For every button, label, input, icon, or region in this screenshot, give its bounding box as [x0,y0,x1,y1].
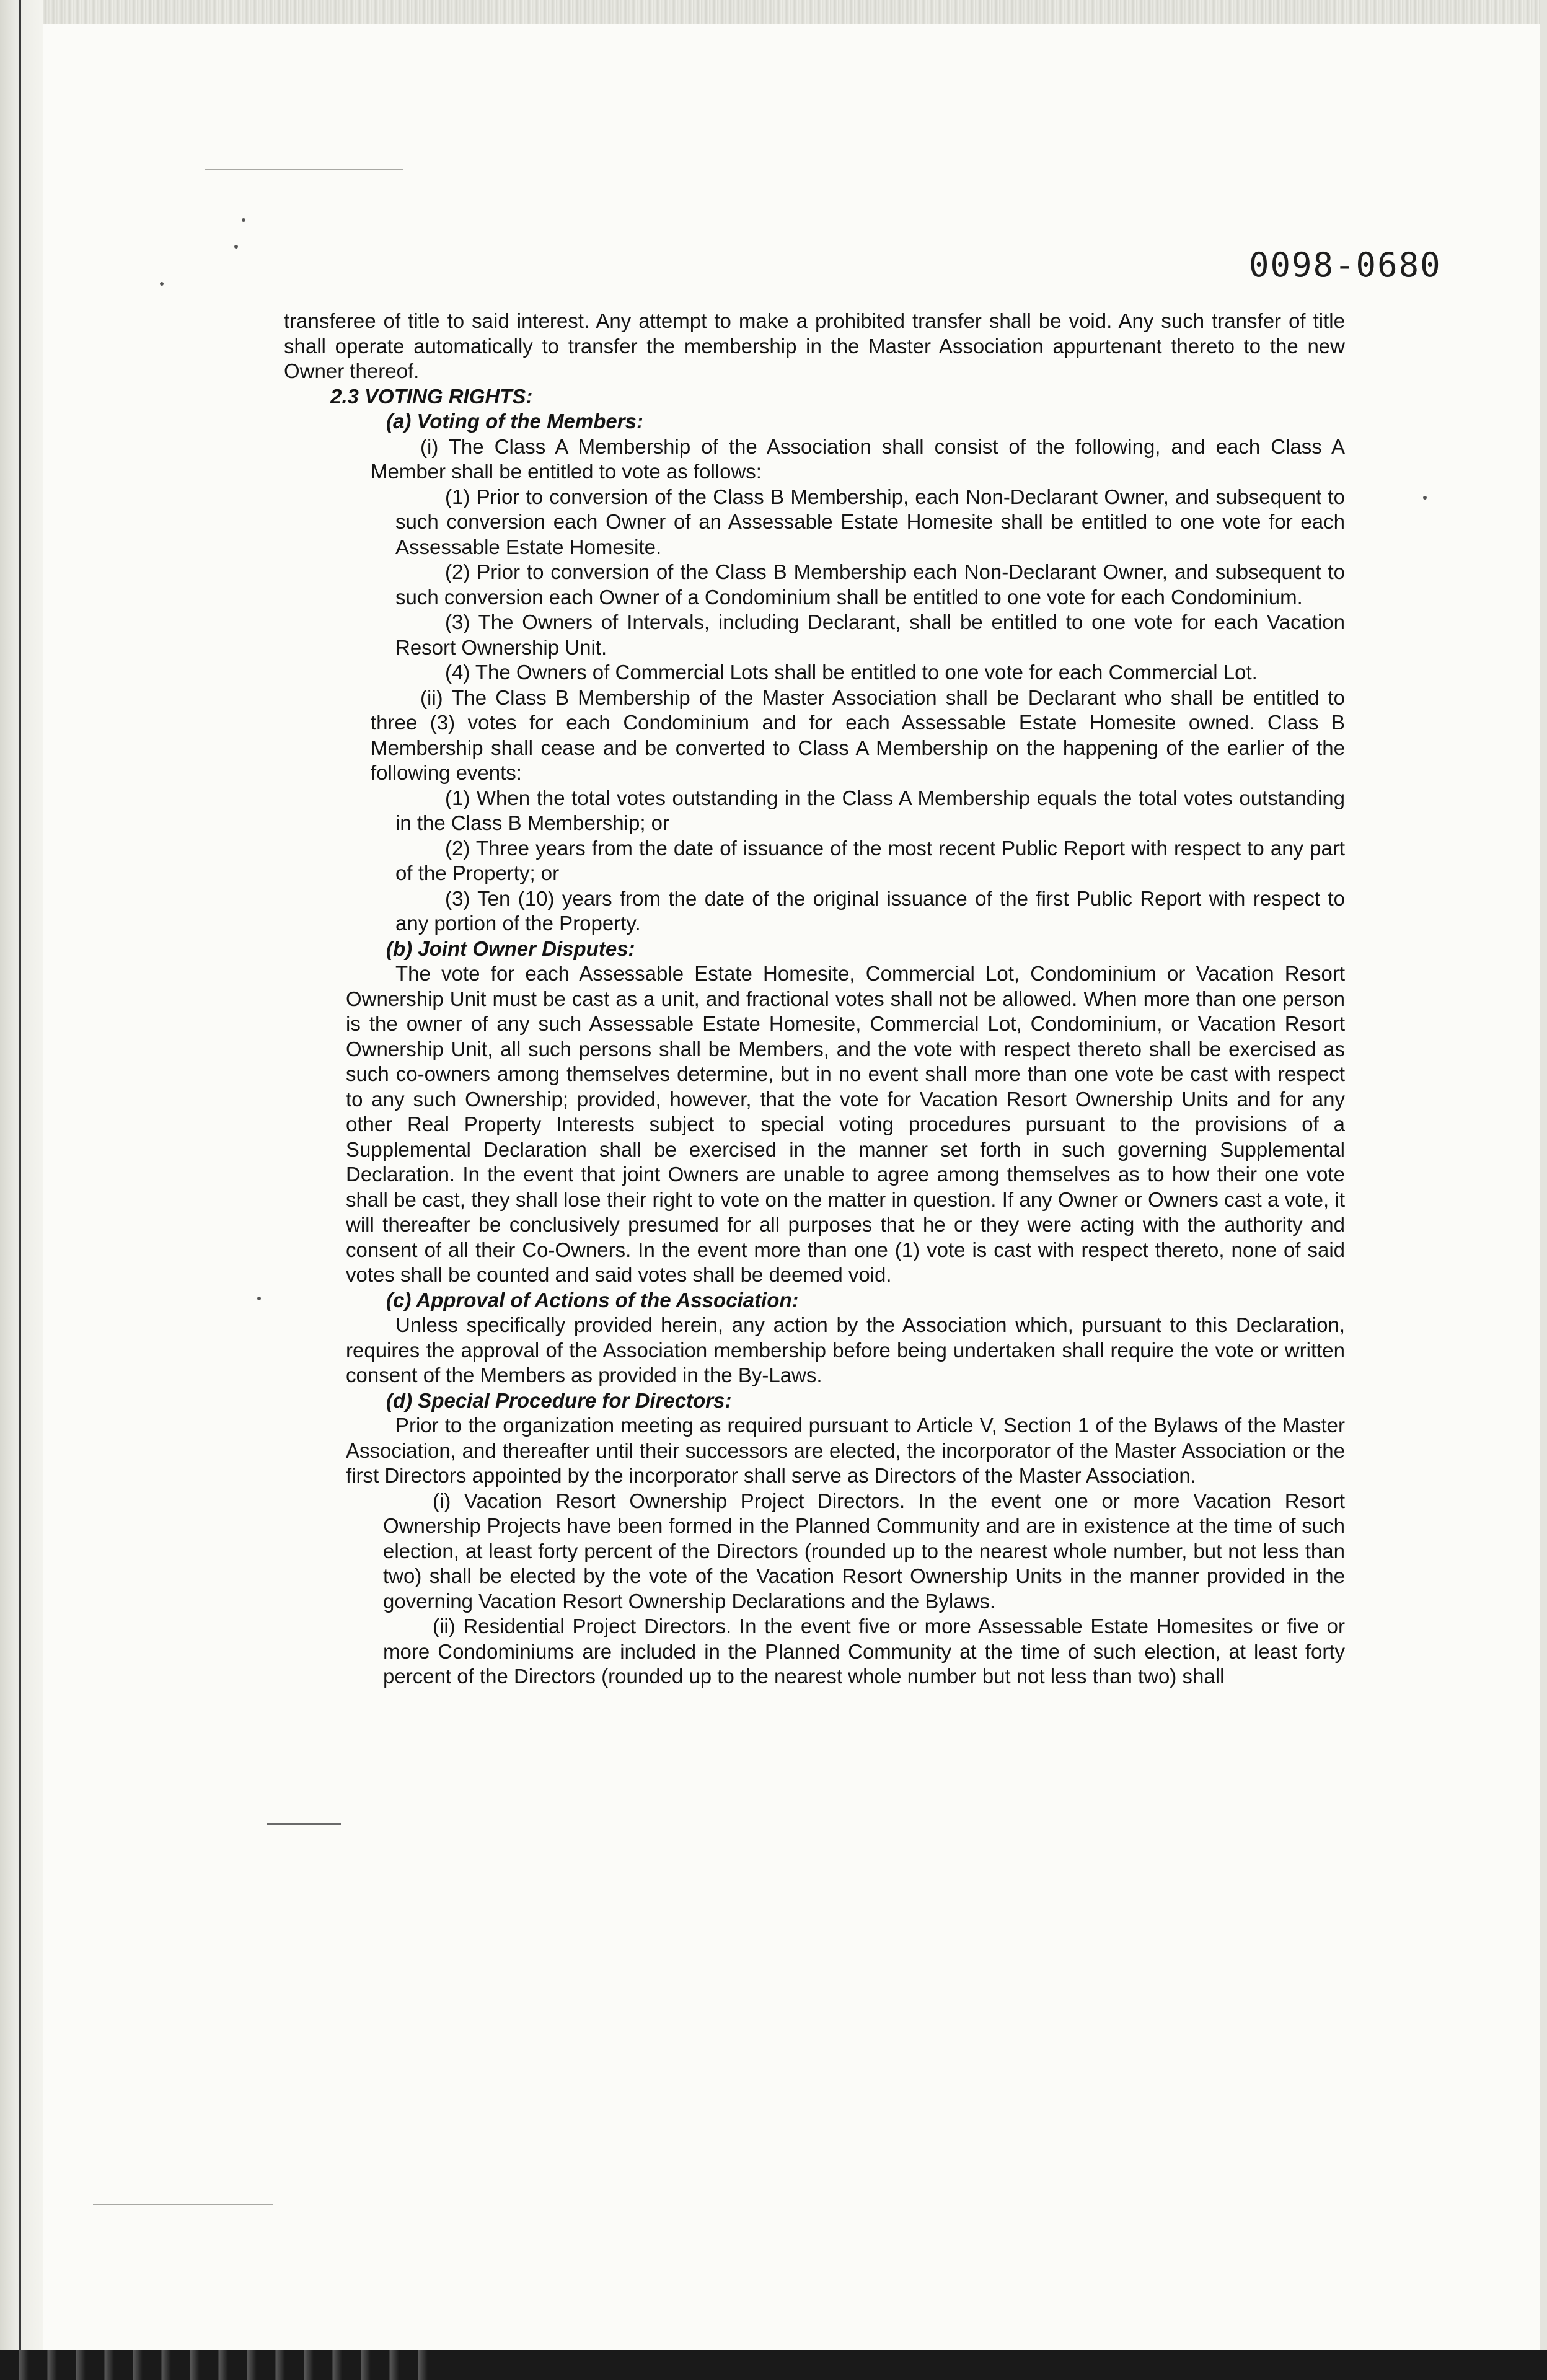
paragraph-approval-of-actions: Unless specifically provided herein, any action by the Association which, pursuant to this Declaration, requires the approval of the Association membership before being undertaken shall require the vote or written consent of the Members as provided in the By-Laws. [346,1313,1345,1386]
paragraph-class-b-membership: (ii) The Class B Membership of the Master Association shall be Declarant who shall be entitled to three (3) votes for each Condominium and for each Assessable Estate Homesite owned. Class B Membership shall cease and be converted to Class A Membership on the happening of the earlier of the following events: [371,685,1345,784]
list-item-class-a-1: (1) Prior to conversion of the Class B Membership, each Non-Declarant Owner, and subsequent to such conversion each Owner of an Assessable Estate Homesite shall be entitled to one vote for each Assessable Estate Homesite. [395,485,1345,558]
scan-top-edge [0,0,1547,24]
subheading-joint-owner-disputes: (b) Joint Owner Disputes: [386,937,635,960]
speck [242,218,245,222]
speck [1423,496,1427,500]
speck [160,282,164,286]
list-item-class-a-3: (3) The Owners of Intervals, including Declarant, shall be entitled to one vote for each Vacation Resort Ownership Unit. [395,610,1345,659]
paragraph-vacation-resort-directors: (i) Vacation Resort Ownership Project Directors. In the event one or more Vacation Resort Ownership Projects have been formed in the Planned Community and are in existence at the time of such election, at least forty percent of the Directors (rounded up to the nearest whole number, but not less than two) shall be elected by the vote of the Vacation Resort Ownership Units in the manner provided in the governing Vacation Resort Ownership Declarations and the Bylaws. [383,1489,1345,1613]
paragraph-special-procedure-directors: Prior to the organization meeting as required pursuant to Article V, Section 1 of the Bylaws of the Master Association, and thereafter until their successors are elected, the incorporator of the Master Association or the first Directors appointed by the incorporator shall serve as Directors of the Master Association. [346,1414,1345,1487]
scan-left-margin [0,0,43,2380]
subheading-special-procedure-directors: (d) Special Procedure for Directors: [386,1388,732,1412]
subheading-voting-of-members: (a) Voting of the Members: [386,410,643,433]
scan-mark [267,1823,341,1825]
list-item-class-b-2: (2) Three years from the date of issuance of the most recent Public Report with respect to any part of the Property; or [395,836,1345,884]
scan-mark [205,169,403,170]
scan-left-rule [19,0,21,2380]
subheading-approval-of-actions: (c) Approval of Actions of the Association: [386,1288,799,1311]
list-item-class-a-2: (2) Prior to conversion of the Class B Membership each Non-Declarant Owner, and subsequent to such conversion each Owner of a Condominium shall be entitled to one vote for each Condominium. [395,560,1345,609]
scan-mark [93,2204,273,2205]
list-item-class-b-1: (1) When the total votes outstanding in the Class A Membership equals the total votes outstanding in the Class B Membership; or [395,786,1345,834]
section-heading-voting-rights: 2.3 VOTING RIGHTS: [330,384,533,408]
scan-bottom-edge-texture [0,2350,434,2380]
paragraph-class-a-membership: (i) The Class A Membership of the Association shall consist of the following, and each Class A Member shall be entitled to vote as follows: [371,434,1345,483]
list-item-class-b-3: (3) Ten (10) years from the date of the original issuance of the first Public Report with respect to any portion of the Property. [395,886,1345,935]
speck [234,245,238,249]
speck [257,1297,261,1300]
document-body [284,309,1345,1690]
paragraph-transfer: transferee of title to said interest. Any attempt to make a prohibited transfer shall be void. Any such transfer of title shall operate automatically to transfer the membership in the Master Association appurtenant thereto to the new Owner thereof. [284,309,1345,382]
document-number: 0098-0680 [1249,245,1442,284]
scan-right-edge [1540,0,1547,2380]
paragraph-residential-project-directors: (ii) Residential Project Directors. In the event five or more Assessable Estate Homesites or five or more Condominiums are included in the Planned Community at the time of such election, at least forty percent of the Directors (rounded up to the nearest whole number but not less than two) shall [383,1615,1345,1688]
list-item-class-a-4: (4) The Owners of Commercial Lots shall be entitled to one vote for each Commercial Lot. [445,661,1258,684]
paragraph-joint-owner-disputes: The vote for each Assessable Estate Homesite, Commercial Lot, Condominium or Vacation Resort Ownership Unit must be cast as a unit, and fractional votes shall not be allowed. When more than one person is the owner of any such Assessable Estate Homesite, Commercial Lot, Condominium, or Vacation Resort Ownership Unit, all such persons shall be Members, and the vote with respect thereto shall be exercised as such co-owners among themselves determine, but in no event shall more than one vote be cast with respect to any such Ownership; provided, however, that the vote for Vacation Resort Ownership Units and for any other Real Property Interests subject to special voting procedures pursuant to the provisions of a Supplemental Declaration shall be exercised in the manner set forth in such governing Supplemental Declaration. In the event that joint Owners are unable to agree among themselves as to how their one vote shall be cast, they shall lose their right to vote on the matter in question. If any Owner or Owners cast a vote, it will thereafter be conclusively presumed for all purposes that he or they were acting with the authority and consent of all their Co-Owners. In the event more than one (1) vote is cast with respect thereto, none of said votes shall be counted and said votes shall be deemed void. [346,962,1345,1286]
